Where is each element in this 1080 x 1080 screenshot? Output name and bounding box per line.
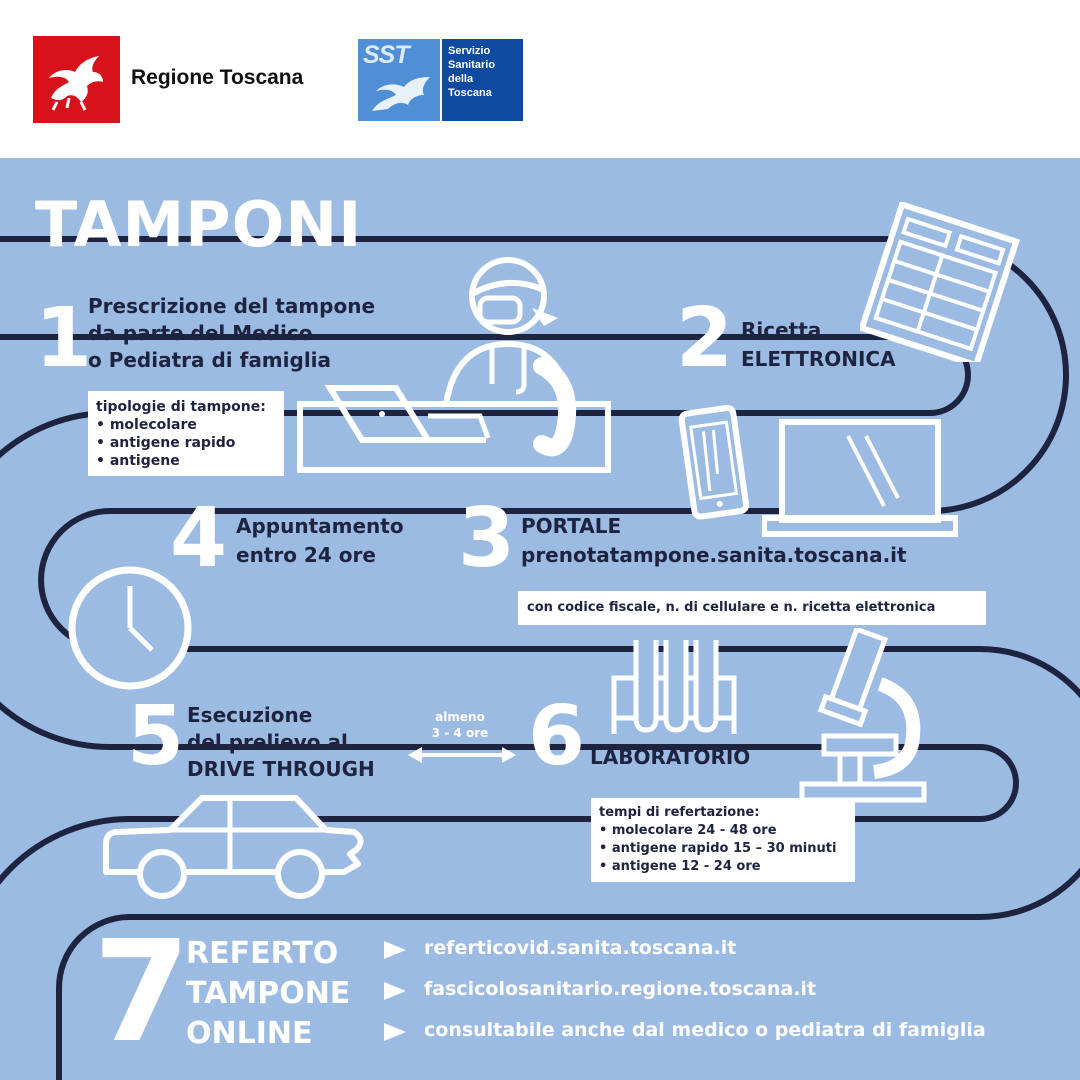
step-7-line-1: REFERTO <box>186 936 339 971</box>
sst-logo-image <box>358 39 440 121</box>
report-time-item: • molecolare 24 - 48 ore <box>599 823 777 838</box>
microscope-icon <box>796 628 936 804</box>
interval-line-1: almeno <box>435 710 485 724</box>
step-6-text: LABORATORIO <box>590 745 751 769</box>
fascicolo-sanitario-link[interactable]: fascicolosanitario.regione.toscana.it <box>424 978 817 1000</box>
test-type-item: • antigene rapido <box>96 435 236 451</box>
region-name: Regione Toscana <box>131 66 304 89</box>
step-3-line-2: prenotatampone.sanita.toscana.it <box>521 543 907 567</box>
test-type-item: • antigene <box>96 453 180 469</box>
step-5-number: 5 <box>127 689 185 784</box>
doctor-with-laptop-icon <box>296 254 612 476</box>
sst-logo-text <box>442 39 523 121</box>
step-6-number: 6 <box>528 689 586 784</box>
regione-toscana-logo <box>33 36 120 123</box>
sst-letters: SST <box>363 41 409 69</box>
test-tubes-icon <box>604 634 744 744</box>
step-1-line-3: o Pediatra di famiglia <box>88 348 332 372</box>
step-3-text <box>521 512 907 570</box>
sst-logo <box>358 39 523 121</box>
double-arrow-icon <box>406 744 518 766</box>
test-type-item: • molecolare <box>96 417 197 433</box>
step-7-line-3: ONLINE <box>186 1016 313 1051</box>
report-time-item: • antigene rapido 15 – 30 minuti <box>599 841 837 856</box>
step-2-number: 2 <box>676 291 734 386</box>
prescription-form-icon <box>860 202 1020 362</box>
test-types-heading: tipologie di tampone: <box>96 399 266 415</box>
step-4-line-1: Appuntamento <box>236 514 404 538</box>
step-4-line-2: entro 24 ore <box>236 543 376 567</box>
sst-line-4: Toscana <box>448 87 492 99</box>
step-1-line-1: Prescrizione del tampone <box>88 294 376 318</box>
test-types-box <box>88 391 284 476</box>
sst-line-1: Servizio <box>448 45 491 57</box>
car-icon <box>98 792 370 904</box>
pegasus-icon <box>33 36 120 123</box>
doctor-access-note: consultabile anche dal medico o pediatra di famiglia <box>424 1019 986 1041</box>
smartphone-icon <box>676 404 756 522</box>
sst-line-2: Sanitario <box>448 59 496 71</box>
step-3-line-1: PORTALE <box>521 514 622 538</box>
step-7-number: 7 <box>93 911 191 1074</box>
header <box>0 0 1080 158</box>
arrow-bullet-icon <box>384 1023 406 1041</box>
step-7-line-2: TAMPONE <box>186 976 351 1011</box>
step-5-line-1: Esecuzione <box>187 703 313 727</box>
step-5-line-2: del prelievo al <box>187 730 348 754</box>
step-1-line-2: da parte del Medico <box>88 321 313 345</box>
step-4-text <box>236 512 404 570</box>
step-2-line-2: ELETTRONICA <box>741 347 896 371</box>
page-title: TAMPONI <box>35 188 363 261</box>
report-times-heading: tempi di refertazione: <box>599 805 760 820</box>
arrow-bullet-icon <box>384 941 406 959</box>
arrow-bullet-icon <box>384 982 406 1000</box>
step-4-number: 4 <box>170 491 228 586</box>
portal-requirements-box: con codice fiscale, n. di cellulare e n. ricetta elettronica <box>518 591 986 625</box>
clock-icon <box>66 564 194 692</box>
step-2-line-1: Ricetta <box>741 318 822 342</box>
report-time-item: • antigene 12 - 24 ore <box>599 859 761 874</box>
infographic-panel <box>0 158 1080 1080</box>
sst-pegasus-icon <box>366 71 436 119</box>
sst-line-3: della <box>448 73 474 85</box>
step-1-number: 1 <box>35 291 93 386</box>
interval-label <box>420 709 500 741</box>
step-5-text <box>187 702 375 783</box>
report-times-box <box>591 798 855 882</box>
step-7-text <box>186 934 350 1054</box>
step-5-line-3: DRIVE THROUGH <box>187 757 375 781</box>
interval-line-2: 3 - 4 ore <box>431 726 489 740</box>
step-3-number: 3 <box>458 491 516 586</box>
referticovid-link[interactable]: referticovid.sanita.toscana.it <box>424 937 737 959</box>
